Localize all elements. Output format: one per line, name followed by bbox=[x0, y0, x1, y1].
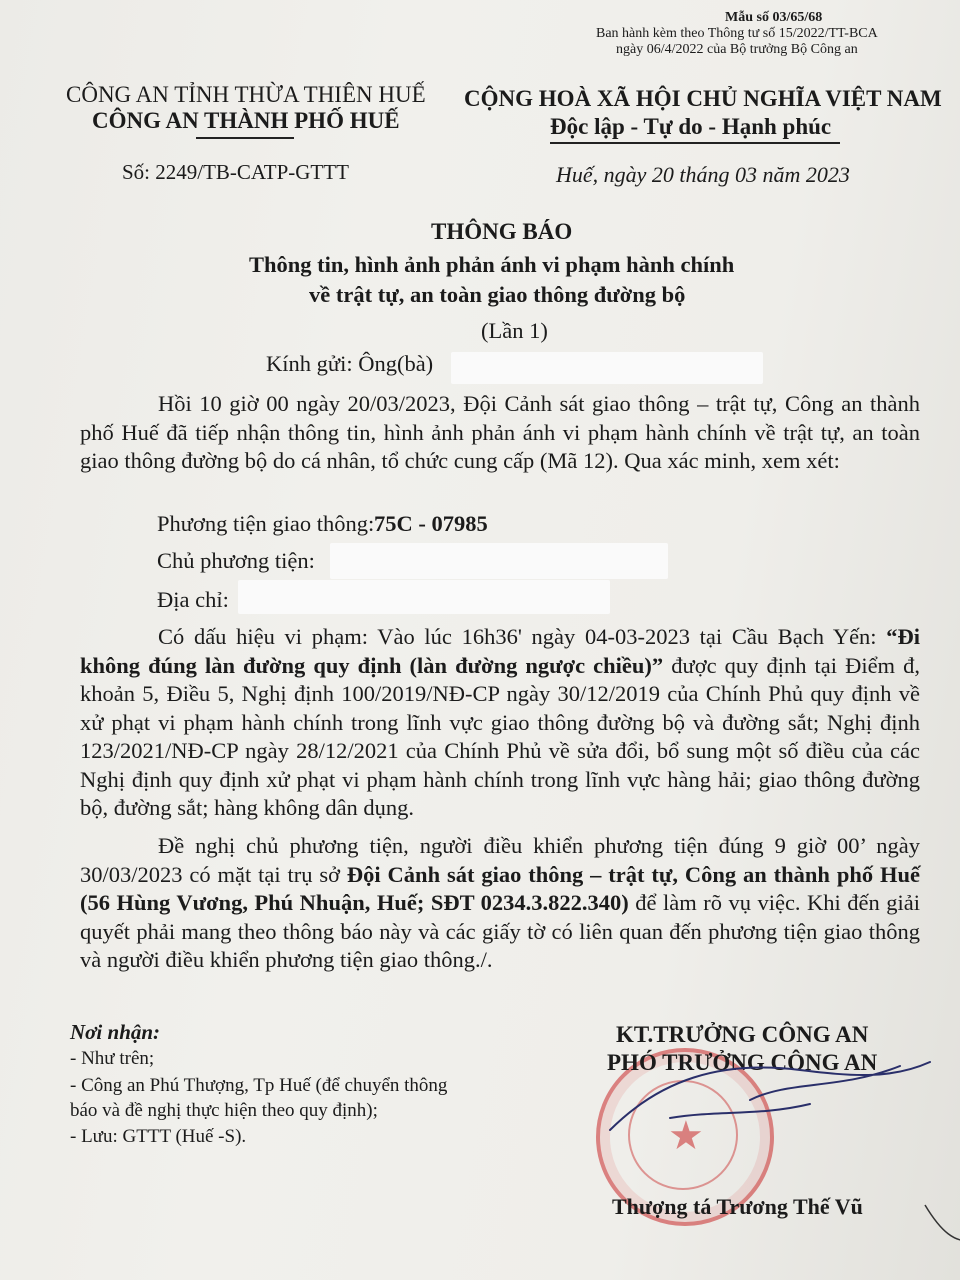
address-redaction bbox=[238, 580, 610, 614]
signer-line-1: KT.TRƯỞNG CÔNG AN bbox=[616, 1022, 869, 1047]
violation-lead: Có dấu hiệu vi phạm: Vào lúc 16h36' ngày 04-03-2023 tại Cầu Bạch Yến: bbox=[158, 624, 877, 649]
signer-name: Thượng tá Trương Thế Vũ bbox=[612, 1194, 863, 1219]
agency-underline bbox=[196, 137, 294, 139]
form-issued-date: ngày 06/4/2022 của Bộ trưởng Bộ Công an bbox=[616, 42, 858, 57]
form-number: Mẫu số 03/65/68 bbox=[725, 10, 823, 25]
page-edge-mark bbox=[920, 1200, 960, 1260]
place-date: Huế, ngày 20 tháng 03 năm 2023 bbox=[556, 162, 850, 187]
doc-subtitle-1: Thông tin, hình ảnh phản ánh vi phạm hành chính bbox=[249, 252, 735, 277]
violation-description: “Đi không đúng làn đường quy định (làn đường ngược chiều)” bbox=[80, 624, 920, 678]
form-issued-with: Ban hành kèm theo Thông tư số 15/2022/TT-BCA bbox=[596, 26, 878, 41]
recipient-redaction bbox=[451, 352, 763, 384]
address-label: Địa chỉ: bbox=[157, 587, 229, 612]
agency-parent: CÔNG AN TỈNH THỪA THIÊN HUẾ bbox=[66, 82, 426, 107]
motto-underline bbox=[550, 142, 840, 144]
request-rest: để làm rõ vụ việc. Khi đến giải quyết phải mang theo thông báo này và các giấy tờ có liên quan đến phương tiện giao thông và người điều khiển phương tiện giao thông./. bbox=[80, 890, 920, 972]
paragraph-violation bbox=[80, 623, 920, 823]
owner-label: Chủ phương tiện: bbox=[157, 548, 315, 573]
vehicle-label: Phương tiện giao thông: bbox=[157, 511, 375, 536]
request-lead: Đề nghị chủ phương tiện, người điều khiển phương tiện đúng 9 giờ 00’ ngày 30/03/2023 có mặt tại trụ sở bbox=[80, 833, 920, 887]
recipient-label: Kính gửi: Ông(bà) bbox=[266, 351, 434, 376]
doc-subtitle-3: (Lần 1) bbox=[481, 318, 548, 343]
agency-name: CÔNG AN THÀNH PHỐ HUẾ bbox=[92, 108, 400, 133]
recipient-item: - Lưu: GTTT (Huế -S). bbox=[70, 1126, 247, 1147]
nation-title: CỘNG HOÀ XÃ HỘI CHỦ NGHĨA VIỆT NAM bbox=[464, 86, 942, 111]
star-icon: ★ bbox=[668, 1113, 704, 1158]
signer-line-2: PHÓ TRƯỞNG CÔNG AN bbox=[607, 1050, 878, 1075]
request-place: Đội Cảnh sát giao thông – trật tự, Công an thành phố Huế (56 Hùng Vương, Phú Nhuận, Huế; SĐT 0234.3.822.340) bbox=[80, 861, 920, 915]
document-number: Số: 2249/TB-CATP-GTTT bbox=[122, 160, 349, 184]
recipient-item: - Như trên; bbox=[70, 1048, 155, 1069]
paragraph-received: Hồi 10 giờ 00 ngày 20/03/2023, Đội Cảnh sát giao thông – trật tự, Công an thành phố Huế đã tiếp nhận thông tin, hình ảnh phản ánh vi phạm hành chính về trật tự, an toàn giao thông đường bộ do cá nhân, tổ chức cung cấp (Mã 12). Qua xác minh, xem xét: bbox=[80, 391, 920, 473]
handwritten-signature bbox=[600, 1040, 940, 1160]
vehicle-plate: 75C - 07985 bbox=[374, 511, 488, 536]
paragraph-request bbox=[80, 832, 920, 975]
doc-subtitle-2: về trật tự, an toàn giao thông đường bộ bbox=[309, 282, 686, 307]
motto: Độc lập - Tự do - Hạnh phúc bbox=[550, 114, 832, 139]
owner-redaction bbox=[330, 543, 668, 579]
recipient-item: báo và đề nghị thực hiện theo quy định); bbox=[70, 1100, 378, 1121]
doc-title: THÔNG BÁO bbox=[431, 219, 573, 244]
recipient-item: - Công an Phú Thượng, Tp Huế (để chuyển thông bbox=[70, 1075, 448, 1096]
violation-legal-basis: được quy định tại Điểm đ, khoản 5, Điều 5, Nghị định 100/2019/NĐ-CP ngày 30/12/2019 của Chính Phủ quy định về xử phạt vi phạm hành chính trong lĩnh vực giao thông đường bộ và đường sắt; Nghị định 123/2021/NĐ-CP ngày 28/12/2021 của Chính Phủ về sửa đổi, bổ sung một số điều của các Nghị định quy định xử phạt vi phạm hành chính trong lĩnh vực hàng hải; giao thông đường bộ, đường sắt; hàng không dân dụng. bbox=[80, 652, 921, 820]
recipients-heading: Nơi nhận: bbox=[70, 1020, 161, 1044]
